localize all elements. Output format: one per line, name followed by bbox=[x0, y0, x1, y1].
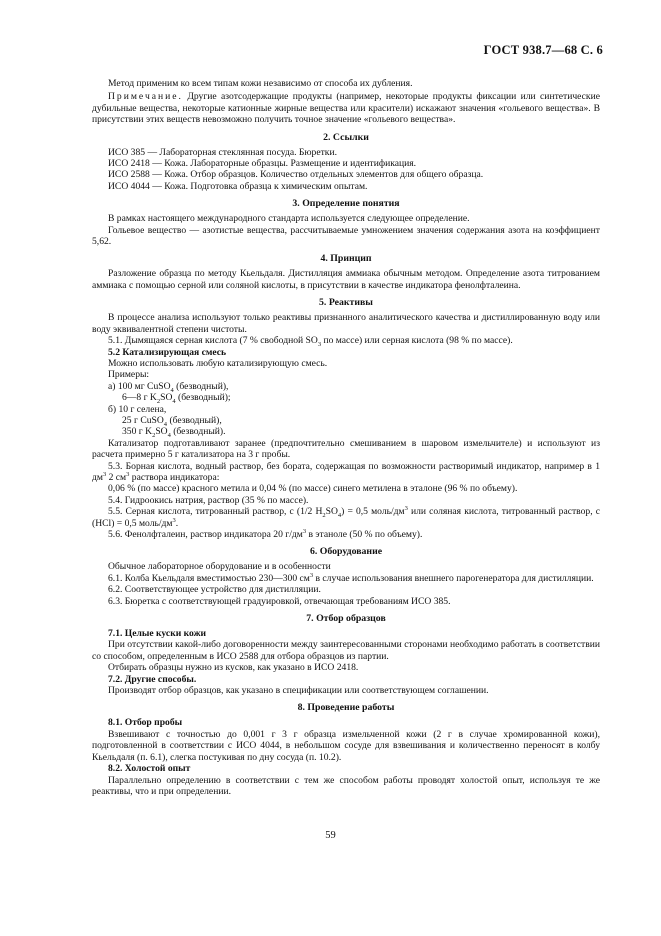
section-2-title: 2. Ссылки bbox=[323, 131, 369, 143]
note-text: Другие азотсодержащие продукты (например, некоторые продукты фиксации или синтетические дубильные вещества, некоторые катионные жирные вещества или красители) искажают значения «гольевого вещества». В присутствии этих веществ невозможно получить точное значение «гольевого вещества». bbox=[92, 91, 600, 126]
page-header: ГОСТ 938.7—68 С. 6 bbox=[483, 43, 603, 57]
document-body bbox=[92, 78, 600, 797]
equipment-6-3: 6.3. Бюретка с соответствующей градуировкой, отвечающая требованиям ИСО 385. bbox=[108, 595, 451, 607]
intro-method: Метод применим ко всем типам кожи независимо от способа их дубления. bbox=[108, 78, 413, 89]
ref-item: ИСО 2588 — Кожа. Отбор образцов. Количество отдельных элементов для общего образца. bbox=[108, 169, 484, 181]
principle-text: Разложение образца по методу Кьельдаля. Дистилляция аммиака обычным методом. Определение азота титрованием аммиака с помощью серной или соляной кислоты, в присутствии в качестве индикатора фенолфталеина. bbox=[92, 268, 600, 291]
equipment-6-2: 6.2. Соответствующее устройство для дистилляции. bbox=[108, 584, 321, 596]
sampling-7-2: Производят отбор образцов, как указано в спецификации или соответствующем соглашении. bbox=[108, 685, 489, 697]
section-8-title: 8. Проведение работы bbox=[297, 702, 395, 714]
example-b1: б) 10 г селена, bbox=[108, 403, 167, 415]
example-a2: 6—8 г $K_2SO_4$ (безводный); bbox=[122, 392, 231, 406]
reagent-5-3-indicator: 0,06 % (по массе) красного метила и 0,04 % (по массе) синего метилена в эталоне (96 % по объему). bbox=[108, 483, 518, 495]
subsection-7-2: 7.2. Другие способы. bbox=[108, 673, 197, 685]
equipment-intro: Обычное лабораторное оборудование и в особенности bbox=[108, 561, 331, 573]
subsection-7-1: 7.1. Целые куски кожи bbox=[108, 628, 207, 640]
note-label: Примечание. bbox=[108, 91, 183, 103]
catalyst-prep: Катализатор подготавливают заранее (предпочтительно смешиванием в шаровом измельчителе) и используют из расчета примерно 5 г катализатора на 3 г пробы. bbox=[92, 437, 600, 461]
example-b3: 350 г $K_2SO_4$ (безводный). bbox=[122, 426, 226, 440]
reagent-5-5: 5.5. Серная кислота, титрованный раствор, c (1/2 $H_2SO_4) = 0,5$ моль/$дм^3$ или соляная кислота, титрованный раствор, c (HCl) = 0,5 моль/$дм^3$. bbox=[92, 505, 600, 529]
reagent-5-1: 5.1. Дымящаяся серная кислота (7 % свободной $SO_3$ по массе) или серная кислота (98 % по массе). bbox=[108, 335, 513, 348]
catalyst-any: Можно использовать любую катализирующую смесь. bbox=[108, 357, 328, 369]
definition-intro: В рамках настоящего международного стандарта используется следующее определение. bbox=[108, 213, 470, 225]
reagent-5-4: 5.4. Гидроокись натрия, раствор (35 % по массе). bbox=[108, 494, 309, 506]
section-4-title: 4. Принцип bbox=[320, 253, 372, 265]
section-5-title: 5. Реактивы bbox=[319, 297, 373, 309]
examples-label: Примеры: bbox=[108, 369, 150, 381]
ref-item: ИСО 4044 — Кожа. Подготовка образца к химическим опытам. bbox=[108, 180, 368, 192]
page-number: 59 bbox=[325, 830, 336, 841]
subsection-8-1: 8.1. Отбор пробы bbox=[108, 717, 183, 729]
example-a1: а) 100 мг CuSO$_4$ (безводный), bbox=[108, 380, 229, 394]
procedure-8-1: Взвешивают с точностью до 0,001 г 3 г образца измельченной кожи (2 г в случае хромированной кожи), подготовленной в соответствии с ИСО 4044, в небольшом сосуде для взвешивания и количественно переносят в колбу Кьельдаля (п. 6.1), слегка постукивая по дну сосуда (п. 10.2). bbox=[92, 728, 600, 763]
example-b2: 25 г CuSO$_4$ (безводный), bbox=[122, 414, 222, 428]
reagent-5-3: 5.3. Борная кислота, водный раствор, без бората, содержащая по возможности растворимый индикатор, например в 1 $дм^3$ 2 $см^3$ раствора индикатора: bbox=[92, 460, 600, 483]
reagents-intro: В процессе анализа используют только реактивы признанного аналитического качества и дистиллированную воду или воду эквивалентной степени чистоты. bbox=[92, 312, 600, 335]
section-6-title: 6. Оборудование bbox=[309, 546, 383, 558]
procedure-8-2: Параллельно определению в соответствии с тем же способом работы проводят холостой опыт, используя те же реактивы, что и при определении. bbox=[92, 774, 600, 797]
equipment-6-1: 6.1. Колба Кьельдаля вместимостью 230—300 $см^3$ в случае использования внешнего парогенератора для дистилляции. bbox=[108, 571, 594, 584]
intro-note bbox=[92, 91, 600, 125]
sampling-7-1: При отсутствии какой-либо договоренности между заинтересованными сторонами необходимо работать в соответствии со способом, определенным в ИСО 2588 для отбора образцов из партии. bbox=[92, 639, 600, 662]
section-7-title: 7. Отбор образцов bbox=[306, 613, 386, 625]
sampling-7-1b: Отбирать образцы нужно из кусков, как указано в ИСО 2418. bbox=[108, 662, 359, 674]
subsection-8-2: 8.2. Холостой опыт bbox=[108, 763, 191, 775]
ref-item: ИСО 2418 — Кожа. Лабораторные образцы. Размещение и идентификация. bbox=[108, 158, 417, 170]
section-3-title: 3. Определение понятия bbox=[292, 198, 400, 210]
reagent-5-6: 5.6. Фенолфталеин, раствор индикатора 20 $г/дм^3$ в этаноле (50 % по объему). bbox=[108, 527, 423, 540]
definition-text: Гольевое вещество — азотистые вещества, рассчитываемые умножением значения содержания азота на коэффициент 5,62. bbox=[92, 224, 600, 248]
ref-item: ИСО 385 — Лабораторная стеклянная посуда. Бюретки. bbox=[108, 146, 338, 158]
subsection-5-2: 5.2 Катализирующая смесь bbox=[108, 346, 227, 358]
